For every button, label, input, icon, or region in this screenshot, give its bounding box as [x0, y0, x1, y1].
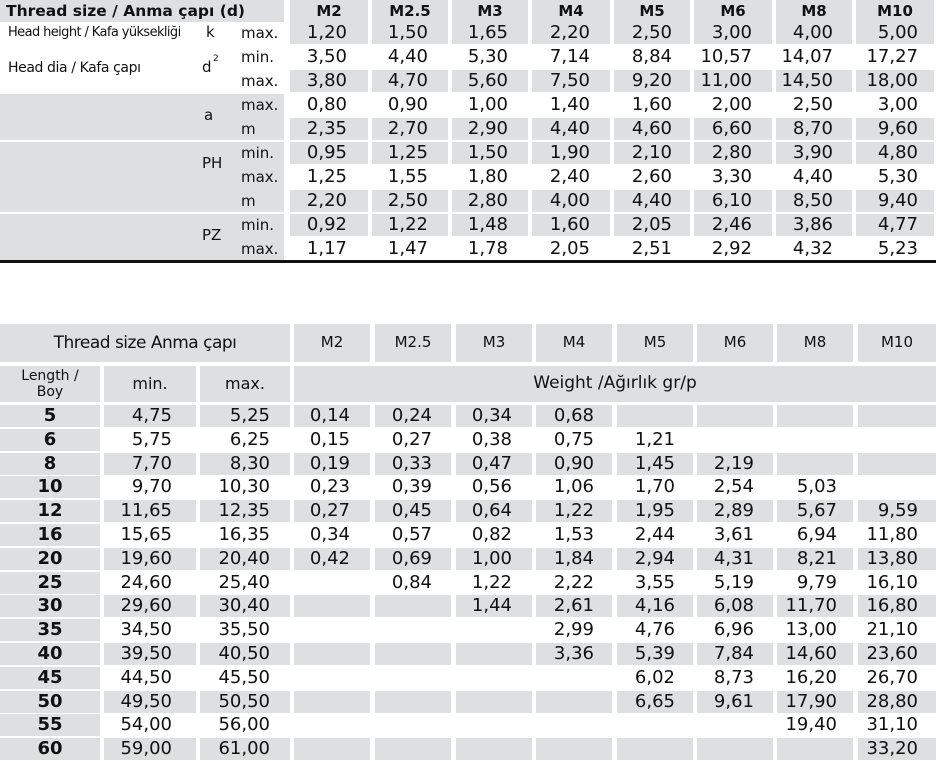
length-value: 40	[37, 643, 63, 664]
min-value: 34,50	[120, 619, 172, 640]
top-value: 4,40	[792, 166, 833, 187]
top-value: 3,50	[306, 46, 347, 67]
weight-value: 13,80	[866, 548, 918, 569]
max-value: 50,50	[218, 691, 270, 712]
min-header: min.	[132, 374, 168, 393]
max-value: 56,00	[218, 714, 270, 735]
top-value: 0,92	[306, 214, 347, 235]
top-value: 8,50	[792, 190, 833, 211]
length-value: 6	[43, 429, 57, 450]
weight-cell-bg	[858, 453, 936, 475]
weight-value: 23,60	[866, 643, 918, 664]
top-size-header: M2.5	[389, 2, 431, 20]
weight-value: 0,27	[391, 429, 432, 450]
weight-value: 0,68	[553, 405, 594, 426]
weight-cell-bg	[375, 691, 451, 713]
weight-cell-bg	[858, 405, 936, 427]
weight-value: 0,84	[391, 572, 432, 593]
length-value: 25	[37, 572, 63, 593]
weight-value: 1,00	[471, 548, 512, 569]
min-value: 19,60	[120, 548, 172, 569]
max-header: max.	[225, 374, 265, 393]
weight-cell-bg	[456, 738, 532, 760]
top-value: 0,80	[306, 94, 347, 115]
weight-value: 11,80	[866, 524, 918, 545]
weight-value: 1,21	[634, 429, 675, 450]
top-value: 0,90	[387, 94, 428, 115]
top-value: 3,00	[877, 94, 918, 115]
weight-value: 26,70	[866, 667, 918, 688]
weight-value: 5,03	[796, 476, 837, 497]
top-value: 2,50	[631, 22, 672, 43]
top-size-header: M2	[316, 2, 342, 20]
weight-value: 8,73	[713, 667, 754, 688]
length-value: 50	[37, 691, 63, 712]
min-value: 39,50	[120, 643, 172, 664]
top-value: 4,00	[792, 22, 833, 43]
top-value: 9,60	[877, 118, 918, 139]
top-size-header: M3	[477, 2, 503, 20]
max-value: 12,35	[218, 500, 270, 521]
weight-value: 5,19	[713, 572, 754, 593]
min-value: 7,70	[131, 453, 172, 474]
weight-value: 8,21	[796, 548, 837, 569]
top-value: 2,20	[306, 190, 347, 211]
top-value: 2,10	[631, 142, 672, 163]
length-value: 8	[43, 453, 57, 474]
weight-value: 0,56	[471, 476, 512, 497]
weight-value: 4,16	[634, 595, 675, 616]
weight-value: 0,33	[391, 453, 432, 474]
weight-value: 1,22	[471, 572, 512, 593]
weight-cell-bg	[294, 643, 370, 665]
top-value: 5,60	[467, 70, 508, 91]
top-value: 4,40	[549, 118, 590, 139]
weight-value: 1,53	[553, 524, 594, 545]
max-value: 35,50	[218, 619, 270, 640]
length-value: 35	[37, 619, 63, 640]
min-value: 24,60	[120, 572, 172, 593]
top-value: 14,50	[781, 70, 833, 91]
bottom-size-header: M4	[562, 333, 586, 351]
max-value: 30,40	[218, 595, 270, 616]
weight-value: 2,19	[713, 453, 754, 474]
weight-value: 2,54	[713, 476, 754, 497]
min-value: 15,65	[120, 524, 172, 545]
weight-value: 1,84	[553, 548, 594, 569]
top-value: 7,14	[549, 46, 590, 67]
weight-value: 1,22	[553, 500, 594, 521]
max-value: 8,30	[229, 453, 270, 474]
weight-value: 2,44	[634, 524, 675, 545]
weight-value: 5,67	[796, 500, 837, 521]
weight-cell-bg	[294, 691, 370, 713]
max-value: 61,00	[218, 738, 270, 759]
top-value: 1,25	[306, 166, 347, 187]
top-header-label: Thread size / Anma çapı (d)	[6, 2, 245, 20]
length-header-1: Length /	[21, 368, 79, 384]
top-row-limit: max.	[241, 96, 279, 114]
top-value: 1,60	[631, 94, 672, 115]
min-value: 44,50	[120, 667, 172, 688]
weight-cell-bg	[617, 405, 693, 427]
top-value: 14,07	[781, 46, 833, 67]
bottom-size-header: M2	[320, 333, 344, 351]
top-value: 5,30	[467, 46, 508, 67]
min-value: 49,50	[120, 691, 172, 712]
top-value: 4,77	[877, 214, 918, 235]
weight-value: 0,47	[471, 453, 512, 474]
top-value: 2,70	[387, 118, 428, 139]
top-row-limit: m	[241, 120, 256, 138]
top-value: 5,23	[877, 238, 918, 259]
weight-value: 6,65	[634, 691, 675, 712]
head-height-label: Head height / Kafa yüksekliği	[8, 25, 181, 40]
weight-value: 3,36	[553, 643, 594, 664]
weight-value: 0,27	[309, 500, 350, 521]
top-value: 1,40	[549, 94, 590, 115]
top-row-limit: min.	[241, 216, 275, 234]
weight-cell-bg	[294, 595, 370, 617]
top-row-limit: max.	[241, 168, 279, 186]
top-value: 4,80	[877, 142, 918, 163]
top-value: 2,20	[549, 22, 590, 43]
weight-cell-bg	[456, 691, 532, 713]
length-value: 5	[43, 405, 57, 426]
top-value: 1,50	[467, 142, 508, 163]
length-header-2: Boy	[36, 384, 64, 400]
weight-value: 0,23	[309, 476, 350, 497]
top-value: 5,30	[877, 166, 918, 187]
weight-value: 16,10	[866, 572, 918, 593]
weight-value: 9,79	[796, 572, 837, 593]
weight-value: 0,57	[391, 524, 432, 545]
weight-value: 2,99	[553, 619, 594, 640]
weight-value: 19,40	[785, 714, 837, 735]
bottom-size-header: M5	[643, 333, 667, 351]
top-value: 6,10	[711, 190, 752, 211]
top-value: 18,00	[866, 70, 918, 91]
top-value: 1,00	[467, 94, 508, 115]
length-value: 60	[37, 738, 63, 759]
weight-cell-bg	[294, 738, 370, 760]
top-value: 1,65	[467, 22, 508, 43]
min-value: 11,65	[120, 500, 172, 521]
top-value: 2,90	[467, 118, 508, 139]
weight-value: 1,45	[634, 453, 675, 474]
top-value: 8,70	[792, 118, 833, 139]
weight-value: 1,06	[553, 476, 594, 497]
weight-value: 0,90	[553, 453, 594, 474]
top-value: 4,40	[631, 190, 672, 211]
top-value: 3,86	[792, 214, 833, 235]
weight-value: 0,38	[471, 429, 512, 450]
top-value: 3,80	[306, 70, 347, 91]
weight-value: 13,00	[785, 619, 837, 640]
weight-value: 1,44	[471, 595, 512, 616]
weight-value: 0,64	[471, 500, 512, 521]
weight-value: 2,94	[634, 548, 675, 569]
max-value: 10,30	[218, 476, 270, 497]
top-value: 1,17	[306, 238, 347, 259]
top-value: 11,00	[700, 70, 752, 91]
top-value: 10,57	[700, 46, 752, 67]
weight-value: 3,61	[713, 524, 754, 545]
weight-value: 0,42	[309, 548, 350, 569]
top-value: 4,70	[387, 70, 428, 91]
weight-value: 2,61	[553, 595, 594, 616]
top-value: 4,40	[387, 46, 428, 67]
weight-value: 1,70	[634, 476, 675, 497]
sym-d2: d	[202, 58, 212, 76]
bottom-size-header: M8	[803, 333, 827, 351]
weight-value: 11,70	[785, 595, 837, 616]
weight-value: 9,59	[877, 500, 918, 521]
min-value: 29,60	[120, 595, 172, 616]
length-value: 45	[37, 667, 63, 688]
top-value: 17,27	[866, 46, 918, 67]
weight-value: 3,55	[634, 572, 675, 593]
min-value: 54,00	[120, 714, 172, 735]
bottom-size-header: M6	[723, 333, 747, 351]
max-value: 16,35	[218, 524, 270, 545]
weight-cell-bg	[536, 738, 612, 760]
top-value: 1,47	[387, 238, 428, 259]
top-row-limit: m	[241, 192, 256, 210]
length-value: 20	[37, 548, 63, 569]
top-value: 2,60	[631, 166, 672, 187]
top-value: 5,00	[877, 22, 918, 43]
weight-value: 16,20	[785, 667, 837, 688]
top-value: 7,50	[549, 70, 590, 91]
sym-ph: PH	[202, 154, 223, 172]
sym-d2-sup: 2	[213, 54, 219, 64]
bottom-header-label: Thread size Anma çapı	[53, 333, 237, 353]
top-row-limit: min.	[241, 144, 275, 162]
weight-value: 0,14	[309, 405, 350, 426]
min-value: 5,75	[131, 429, 172, 450]
top-value: 3,30	[711, 166, 752, 187]
top-value: 4,32	[792, 238, 833, 259]
sym-a: a	[204, 106, 214, 124]
weight-value: 28,80	[866, 691, 918, 712]
weight-value: 2,22	[553, 572, 594, 593]
top-value: 2,40	[549, 166, 590, 187]
weight-value: 1,95	[634, 500, 675, 521]
top-value: 8,84	[631, 46, 672, 67]
top-row-limit: max.	[241, 72, 279, 90]
weight-value: 14,60	[785, 643, 837, 664]
top-row-limit: min.	[241, 48, 275, 66]
sym-pz: PZ	[202, 226, 222, 244]
length-value: 10	[37, 476, 63, 497]
weight-value: 0,15	[309, 429, 350, 450]
top-value: 1,25	[387, 142, 428, 163]
weight-value: 0,24	[391, 405, 432, 426]
top-value: 1,60	[549, 214, 590, 235]
top-value: 6,60	[711, 118, 752, 139]
top-value: 0,95	[306, 142, 347, 163]
top-value: 9,20	[631, 70, 672, 91]
top-size-header: M6	[720, 2, 746, 20]
weight-value: 6,94	[796, 524, 837, 545]
weight-cell-bg	[617, 738, 693, 760]
weight-value: 5,39	[634, 643, 675, 664]
weight-cell-bg	[697, 405, 773, 427]
top-size-header: M4	[558, 2, 584, 20]
top-value: 1,48	[467, 214, 508, 235]
top-value: 2,80	[467, 190, 508, 211]
top-value: 2,92	[711, 238, 752, 259]
weight-cell-bg	[777, 405, 853, 427]
top-value: 1,20	[306, 22, 347, 43]
weight-value: 6,08	[713, 595, 754, 616]
top-row-limit: max.	[241, 240, 279, 258]
length-value: 30	[37, 595, 63, 616]
top-table-bottom-rule	[0, 260, 936, 263]
top-value: 1,90	[549, 142, 590, 163]
min-value: 4,75	[131, 405, 172, 426]
weight-value: 4,31	[713, 548, 754, 569]
max-value: 45,50	[218, 667, 270, 688]
weight-value: 21,10	[866, 619, 918, 640]
head-dia-label: Head dia / Kafa çapı	[8, 60, 141, 76]
top-value: 2,50	[387, 190, 428, 211]
top-size-header: M10	[877, 2, 913, 20]
top-size-header: M8	[801, 2, 827, 20]
length-value: 16	[37, 524, 63, 545]
top-value: 1,55	[387, 166, 428, 187]
top-value: 3,00	[711, 22, 752, 43]
top-value: 2,80	[711, 142, 752, 163]
top-value: 9,40	[877, 190, 918, 211]
top-value: 2,35	[306, 118, 347, 139]
max-value: 6,25	[229, 429, 270, 450]
weight-value: 6,02	[634, 667, 675, 688]
top-value: 4,60	[631, 118, 672, 139]
top-value: 2,00	[711, 94, 752, 115]
length-value: 12	[37, 500, 63, 521]
weight-cell-bg	[777, 453, 853, 475]
top-value: 1,22	[387, 214, 428, 235]
sym-k: k	[206, 23, 215, 41]
top-value: 2,51	[631, 238, 672, 259]
weight-value: 2,89	[713, 500, 754, 521]
weight-value: 0,75	[553, 429, 594, 450]
top-value: 1,80	[467, 166, 508, 187]
min-value: 59,00	[120, 738, 172, 759]
weight-value: 0,82	[471, 524, 512, 545]
weight-value: 31,10	[866, 714, 918, 735]
weight-value: 0,45	[391, 500, 432, 521]
weight-value: 4,76	[634, 619, 675, 640]
max-value: 25,40	[218, 572, 270, 593]
weight-value: 0,39	[391, 476, 432, 497]
top-value: 1,50	[387, 22, 428, 43]
bottom-size-header: M2.5	[394, 333, 432, 351]
weight-cell-bg	[375, 738, 451, 760]
top-value: 2,50	[792, 94, 833, 115]
weight-value: 0,19	[309, 453, 350, 474]
weight-value: 7,84	[713, 643, 754, 664]
min-value: 9,70	[131, 476, 172, 497]
top-value: 2,05	[549, 238, 590, 259]
bottom-size-header: M10	[880, 333, 914, 351]
bottom-size-header: M3	[482, 333, 506, 351]
weight-value: 0,34	[471, 405, 512, 426]
weight-value: 17,90	[785, 691, 837, 712]
top-value: 2,46	[711, 214, 752, 235]
length-value: 55	[37, 714, 63, 735]
max-value: 40,50	[218, 643, 270, 664]
weight-value: 0,69	[391, 548, 432, 569]
top-row-limit: max.	[241, 24, 279, 42]
weight-value: 0,34	[309, 524, 350, 545]
weight-value: 33,20	[866, 738, 918, 759]
weight-value: 16,80	[866, 595, 918, 616]
weight-cell-bg	[375, 643, 451, 665]
top-size-header: M5	[639, 2, 665, 20]
top-value: 3,90	[792, 142, 833, 163]
weight-value: 9,61	[713, 691, 754, 712]
top-value: 2,05	[631, 214, 672, 235]
weight-header: Weight /Ağırlık gr/p	[533, 373, 697, 393]
weight-cell-bg	[697, 738, 773, 760]
top-value: 4,00	[549, 190, 590, 211]
weight-value: 6,96	[713, 619, 754, 640]
max-value: 20,40	[218, 548, 270, 569]
top-value: 1,78	[467, 238, 508, 259]
max-value: 5,25	[229, 405, 270, 426]
